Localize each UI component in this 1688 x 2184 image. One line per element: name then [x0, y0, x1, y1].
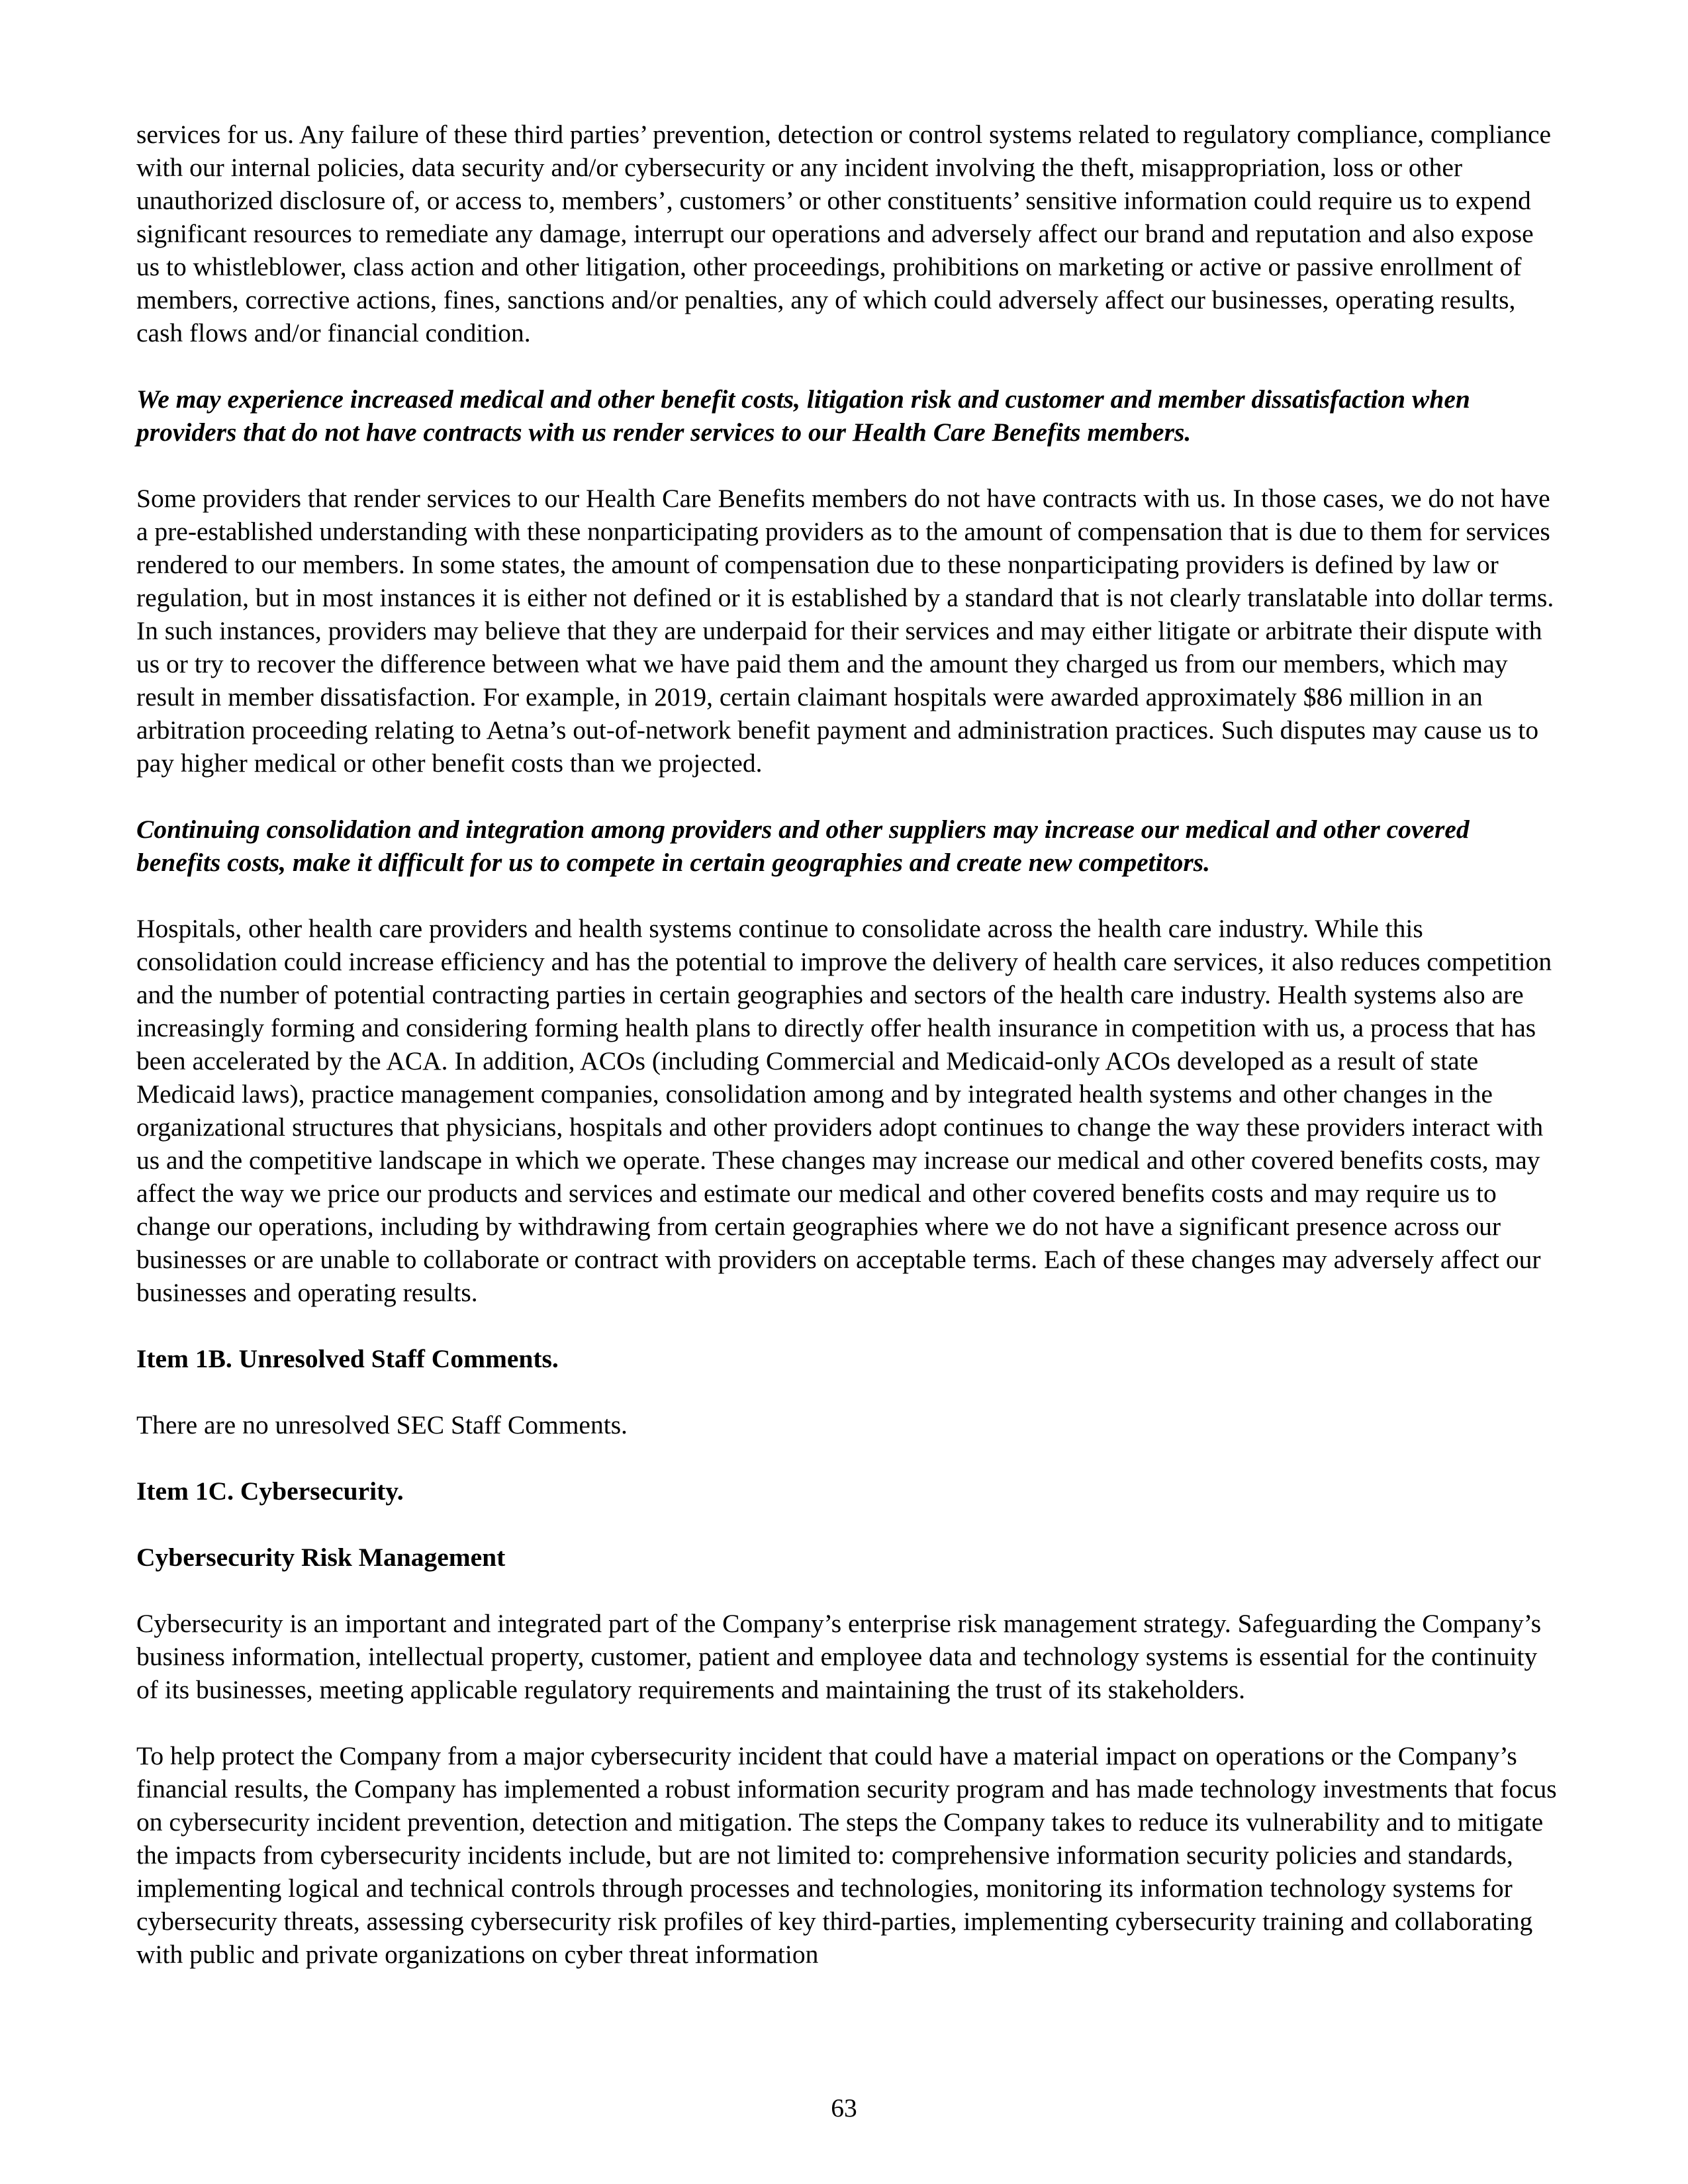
item-1b-heading: Item 1B. Unresolved Staff Comments. [136, 1344, 559, 1373]
paragraph-unresolved-comments: There are no unresolved SEC Staff Comments. [136, 1410, 628, 1439]
risk-factor-heading-nonparticipating-providers: We may experience increased medical and other benefit costs, litigation risk and customer and member dissatisfaction when providers that do not have contracts with us render services to our Health Care Benefits members. [136, 385, 1470, 447]
paragraph-provider-consolidation: Hospitals, other health care providers and health systems continue to consolidate across the health care industry. While this consolidation could increase efficiency and has the potential to improve the delivery of health care services, it also reduces competition and the number of potential contracting parties in certain geographies and sectors of the health care industry. Health systems also are increasingly forming and considering forming health plans to directly offer health insurance in competition with us, a process that has been accelerated by the ACA. In addition, ACOs (including Commercial and Medicaid-only ACOs developed as a result of state Medicaid laws), practice management companies, consolidation among and by integrated health systems and other changes in the organizational structures that physicians, hospitals and other providers adopt continues to change the way these providers interact with us and the competitive landscape in which we operate. These changes may increase our medical and other covered benefits costs, may affect the way we price our products and services and estimate our medical and other covered benefits costs and may require us to change our operations, including by withdrawing from certain geographies where we do not have a significant presence across our businesses or are unable to collaborate or contract with providers on acceptable terms. Each of these changes may adversely affect our businesses and operating results. [136, 914, 1552, 1307]
risk-factor-heading-provider-consolidation: Continuing consolidation and integration among providers and other suppliers may increase our medical and other covered benefits costs, make it difficult for us to compete in certain geographies and create new competitors. [136, 815, 1470, 877]
cybersecurity-risk-management-heading: Cybersecurity Risk Management [136, 1543, 506, 1572]
document-body [136, 118, 1560, 1971]
paragraph-nonparticipating-providers: Some providers that render services to our Health Care Benefits members do not have contracts with us. In those cases, we do not have a pre-established understanding with these nonparticipating providers as to the amount of compensation that is due to them for services rendered to our members. In some states, the amount of compensation due to these nonparticipating providers is defined by law or regulation, but in most instances it is either not defined or it is established by a standard that is not clearly translatable into dollar terms. In such instances, providers may believe that they are underpaid for their services and may either litigate or arbitrate their dispute with us or try to recover the difference between what we have paid them and the amount they charged us from our members, which may result in member dissatisfaction. For example, in 2019, certain claimant hospitals were awarded approximately $86 million in an arbitration proceeding relating to Aetna’s out-of-network benefit payment and administration practices. Such disputes may cause us to pay higher medical or other benefit costs than we projected. [136, 484, 1554, 778]
paragraph-third-party-failures: services for us. Any failure of these third parties’ prevention, detection or control systems related to regulatory compliance, compliance with our internal policies, data security and/or cybersecurity or any incident involving the theft, misappropriation, loss or other unauthorized disclosure of, or access to, members’, customers’ or other constituents’ sensitive information could require us to expend significant resources to remediate any damage, interrupt our operations and adversely affect our brand and reputation and also expose us to whistleblower, class action and other litigation, other proceedings, prohibitions on marketing or active or passive enrollment of members, corrective actions, fines, sanctions and/or penalties, any of which could adversely affect our businesses, operating results, cash flows and/or financial condition. [136, 120, 1552, 347]
paragraph-cybersecurity-importance: Cybersecurity is an important and integrated part of the Company’s enterprise risk management strategy. Safeguarding the Company’s business information, intellectual property, customer, patient and employee data and technology systems is essential for the continuity of its businesses, meeting applicable regulatory requirements and maintaining the trust of its stakeholders. [136, 1609, 1542, 1704]
item-1c-heading: Item 1C. Cybersecurity. [136, 1477, 404, 1506]
paragraph-cybersecurity-program: To help protect the Company from a major cybersecurity incident that could have a material impact on operations or the Company’s financial results, the Company has implemented a robust information security program and has made technology investments that focus on cybersecurity incident prevention, detection and mitigation. The steps the Company takes to reduce its vulnerability and to mitigate the impacts from cybersecurity incidents include, but are not limited to: comprehensive information security policies and standards, implementing logical and technical controls through processes and technologies, monitoring its information technology systems for cybersecurity threats, assessing cybersecurity risk profiles of key third-parties, implementing cybersecurity training and collaborating with public and private organizations on cyber threat information [136, 1741, 1557, 1969]
page-number: 63 [831, 2093, 857, 2122]
